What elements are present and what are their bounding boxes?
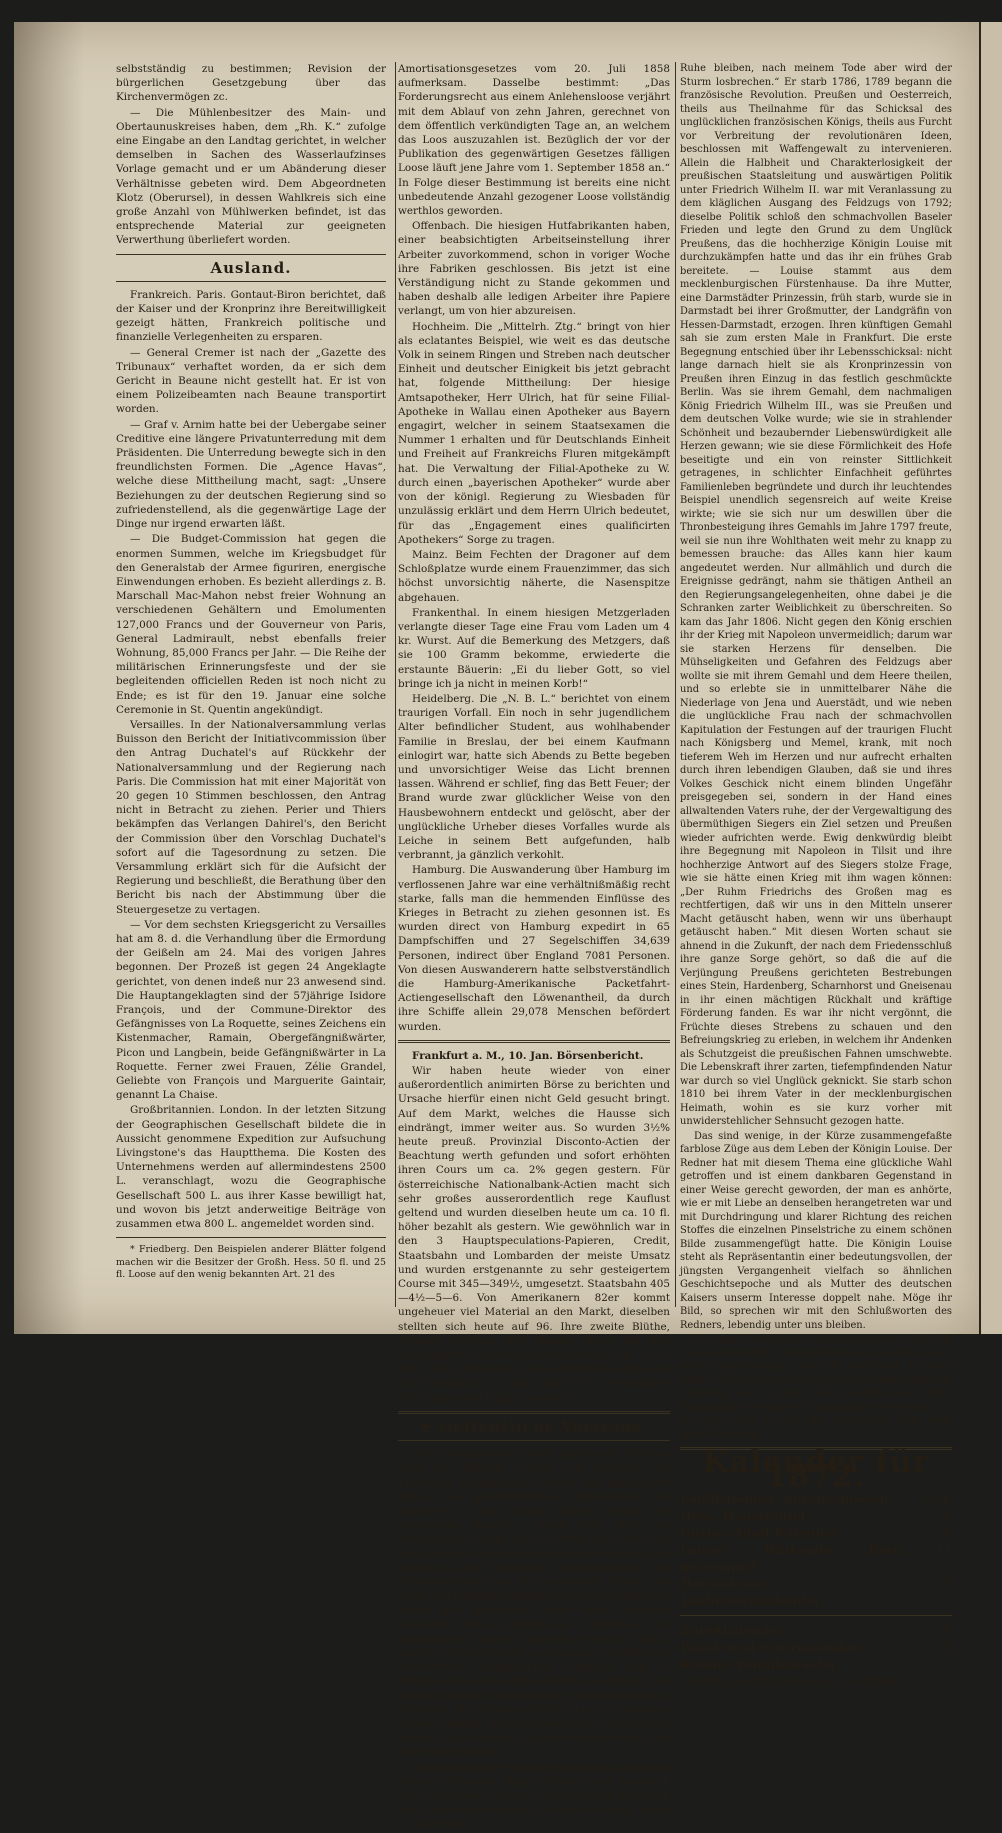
calendar-ad-item bbox=[680, 1656, 952, 1673]
section-heading: Ausland. bbox=[210, 258, 292, 277]
column-1 bbox=[116, 62, 386, 1283]
page-shadow bbox=[14, 22, 84, 1334]
divider bbox=[398, 1440, 670, 1441]
adjacent-page-strip bbox=[979, 22, 1002, 1334]
paragraph: Ruhe bleiben, nach meinem Tode aber wird der Sturm losbrechen.“ Er starb 1786, 1789 begann die französische Revolution. Preußen und Oesterreich, theils aus Theilnahme für das Schicksal des unglücklichen französischen Königs, theils aus Furcht vor Verbreitung der revolutionären Ideen, beschlossen mit Waffengewalt zu intervenieren. Allein die Halbheit und Charakterlosigkeit der preußischen Staatsleitung und auswärtigen Politik unter Friedrich Wilhelm II. war mit Veranlassung zu dem kläglichen Ausgang des Feldzugs von 1792; dieselbe Politik schloß den schmachvollen Baseler Frieden und legte den Grund zu dem Unglück Preußens, das die hochherzige Königin Louise mit durchzukämpfen hatte und das ihr ein frühes Grab bereitete. — Louise stammt aus dem mecklenburgischen Fürstenhause. Da ihre Mutter, eine Darmstädter Prinzessin, früh starb, wurde sie in Darmstadt bei ihrer Großmutter, der Landgräfin von Hessen-Darmstadt, erzogen. Ihren künftigen Gemahl sah sie zum ersten Male in Frankfurt. Die erste Begegnung entschied über ihr Lebensschicksal: nicht lange darnach hielt sie als Kronprinzessin von Preußen ihren Einzug in das festlich geschmückte Berlin. Was sie ihrem Gemahl, dem nachmaligen König Friedrich Wilhelm III., was sie Preußen und dem deutschen Volke wurde; wie sie in strahlender Schönheit und bezaubernder Liebenswürdigkeit alle Herzen gewann; wie sie diese Förmlichkeit des Hofe beseitigte und ein von reinster Sittlichkeit getragenes, in schlichter Einfachheit geführtes Familienleben begründete und durch ihr leuchtendes Beispiel unendlich segensreich auf weite Kreise wirkte; wie sie sich nur um deswillen über die Thronbesteigung ihres Gemahls im Jahre 1797 freute, weil sie nun ihre Wohlthaten weit mehr zu knapp zu bemessen brauche: das Alles kann hier kaum angedeutet werden. Nur allmählich und durch die Ereignisse gedrängt, nahm sie thätigen Antheil an den Regierungsangelegenheiten, ohne dabei je die Schranken zarter Weiblichkeit zu überschreiten. So kam das Jahr 1806. Nicht gegen den König erschien ihr der Krieg mit Napoleon unvermeidlich; darum war sie starken Herzens für denselben. Die Mühseligkeiten und Gefahren des Feldzugs aber wollte sie mit ihrem Gemahl und dem Heere theilen, und so erlebte sie in unmittelbarer Nähe die Niederlage von Jena und Auerstädt, und wie neben die unglückliche Frau nach der schmachvollen Kapitulation der Festungen auf der traurigen Flucht nach Königsberg und Memel, krank, mit noch tieferem Weh im Herzen und nur aufrecht erhalten durch ihren lebendigen Glauben, daß sie und ihres Volkes Geschick nicht einem blinden Ungefähr preisgegeben sei, sondern in der Hand eines allwaltenden Vaters ruhe, der der Vergewaltigung des übermüthigen Siegers ein Ziel setzen und Preußen wieder aufrichten werde. Ewig denkwürdig bleibt ihre Begegnung mit Napoleon in Tilsit und ihre hochherzige Antwort auf des Siegers stolze Frage, wie sie hätte einen Krieg mit ihm wagen können: „Der Ruhm Friedrichs des Großen mag es rechtfertigen, daß wir uns in den Mitteln unserer Macht getäuscht haben, wenn wir uns überhaupt getäuscht haben.“ Mit diesen Worten schaut sie ahnend in die Zukunft, der nach dem Friedensschluß ihre ganze Sorge gehört, so daß die auf die Verjüngung Preußens gerichteten Bestrebungen eines Stein, Hardenberg, Scharnhorst und Gneisenau in ihr einen mächtigen Rückhalt und kräftige Förderung fanden. Es war ihr nicht vergönnt, die Früchte dieses Strebens zu schauen und den Befreiungskrieg zu erleben, in welchem ihr Andenken als Schutzgeist die preußischen Fahnen umschwebte. Die Lebenskraft ihrer zarten, tiefempfindenden Natur war durch so viel Unglück geknickt. Sie starb schon 1810 bei ihrem Vater in der mecklenburgischen Heimath, wohin es sie kurz vorher mit unwiderstehlicher Sehnsucht gezogen hatte. bbox=[680, 63, 952, 1127]
lectures-title: Oeffentliche Vorträge. bbox=[439, 1417, 649, 1436]
paragraph: Heidelberg. Die „N. B. L.“ berichtet von einem traurigen Vorfall. Ein noch in sehr jugendlichem Alter befindlicher Student, aus wohlhabender Familie in Breslau, der bei einem Kaufmann einlogirt war, hatte sich Abends zu Bette begeben und unvorsichtiger Weise das Licht brennen lassen. Während er schlief, fing das Bett Feuer; der Brand wurde zwar glücklicher Weise von den Hausbewohnern entdeckt und gelöscht, aber der unglückliche Urheber dieses Vorfalles wurde als Leiche in seinem Bett aufgefunden, halb verbrannt, ja gänzlich verkohlt. bbox=[398, 692, 670, 862]
calendar-ad-title: Kalender für 1872. bbox=[702, 1445, 930, 1495]
paragraph: — Graf v. Arnim hatte bei der Uebergabe seiner Creditive eine längere Privatunterredung mit dem Präsidenten. Die Unterredung bewegte sich in den freundlichsten Formen. Die „Agence Havas“, welche diese Mittheilung macht, sagt: „Unsere Beziehungen zu der deutschen Regierung sind so zufriedenstellend, als die gegenwärtige Lage der Dinge nur irgend erwarten läßt. bbox=[116, 418, 386, 531]
calendar-ad-item-name: Kleiner Wandkalender bbox=[680, 1657, 838, 1673]
calendar-ad-item bbox=[680, 1524, 952, 1541]
column-2 bbox=[398, 62, 670, 1833]
calendar-ad-item-name: Gustav-Adolf-Kalender bbox=[680, 1525, 839, 1541]
calendar-ad-item bbox=[680, 1639, 952, 1656]
calendar-ad-list bbox=[680, 1622, 952, 1673]
calendar-ad-item bbox=[680, 1622, 952, 1639]
paragraph: — General Cremer ist nach der „Gazette des Tribunaux“ verhaftet worden, da er sich dem Gericht in Beaune nicht gestellt hat. Er ist von einem Polizeibeamten nach Beaune transportirt worden. bbox=[116, 346, 386, 416]
calendar-ad-footer: Vorräthig bei Bindernagel & Schimpff. bbox=[680, 1674, 905, 1689]
paragraph: Hamburg. Die Auswanderung über Hamburg im verflossenen Jahre war eine verhältnißmäßig recht starke, falls man die hemmenden Einflüsse des Krieges in Betracht zu ziehen gesonnen ist. Es wurden direct von Hamburg expedirt in 65 Dampfschiffen und 27 Segelschiffen 34,639 Personen, indirect über England 7081 Personen. Von diesen Auswanderern hatte selbstverständlich die Hamburg-Amerikanische Packetfahrt-Actiengesellschaft den Löwenantheil, da durch ihre Schiffe allein 29,078 Menschen befördert wurden. bbox=[398, 864, 670, 1033]
paragraph: selbstständig zu bestimmen; Revision der bürgerlichen Gesetzgebung über das Kirchenvermögen zc. bbox=[116, 63, 386, 104]
calendar-ad-item bbox=[680, 1490, 952, 1507]
calendar-ad-item-name: Lahrer Hinkende Bote, gestempelt bbox=[680, 1542, 906, 1575]
lectures-heading: ✢ Oeffentliche Vorträge. bbox=[419, 1417, 649, 1436]
market-report-text: Wir haben heute wieder von einer außerordentlich animirten Börse zu berichten und Ursache hierfür einen nicht Geld gesucht bringt. Auf dem Markt, welches die Hausse sich eindrängt, immer weiter aus. So wurden 3½% heute preuß. Provinzial Disconto-Actien der Beachtung werth gefunden und sofort erhöhten ihren Cours um ca. 2% gegen gestern. Für österreichische Nationalbank-Actien macht sich sehr großes ausserordentlich rege Kauflust geltend und wurden dieselben heute um ca. 10 fl. höher bezahlt als gestern. Wie gewöhnlich war in den 3 Hauptspeculations-Papieren, Credit, Staatsbahn und Lombarden der meiste Umsatz und wurden erstgenannte zu sehr gesteigertem Course mit 345—349½, umgesetzt. Staatsbahn 405—4½—5—6. Von Amerikanern 82er kommt ungeheuer viel Material an den Markt, dieselben stellten sich heute auf 96. Ihre zweite Blüthe, größere Kauflust und fanden heute die neu eingeführten Nordwestbahn-Prioritäten Lit. B. zu 85½, willig Abnehmer. Diese Prioritäten sind auch im Verhältniß zu den alten Pfr. Prioritäten-Gattungen noch billig zu nennen. bbox=[398, 1065, 670, 1404]
paragraph: Amortisationsgesetzes vom 20. Juli 1858 aufmerksam. Dasselbe bestimmt: „Das Forderungsrecht aus einem Anlehensloose verjährt mit dem Ablauf von zehn Jahren, gerechnet von dem öffentlich verkündigten Tage an, an welchem das Loos auszuzahlen ist. Bezüglich der vor der Publikation des gegenwärtigen Gesetzes fälligen Loose läuft jene Jahre vom 1. September 1858 an.“ In Folge dieser Bestimmung ist bereits eine nicht unbedeutende Anzahl gezogener Loose vollständig werthlos geworden. bbox=[398, 63, 670, 218]
calendar-ad-item-price: 9 bbox=[944, 1576, 952, 1592]
calendar-ad-item-price: 8 bbox=[944, 1525, 952, 1541]
calendar-ad-item-price: 6 kr. bbox=[923, 1491, 952, 1507]
divider bbox=[116, 1237, 386, 1238]
calendar-ad-item bbox=[680, 1575, 952, 1609]
paragraph: Großbritannien. London. In der letzten Sitzung der Geographischen Gesellschaft bildete die in Aussicht genommene Expedition zur Aufsuchung Livingstone's das Hauptthema. Die Kosten des Unternehmens werden auf allermindestens 2500 L. veranschlagt, wozu die Geographische Gesellschaft 500 L. aus ihrer Kasse bewilligt hat, und wovon bis jetzt anderweitige Beiträge von zusammen etwa 800 L. angemeldet worden sind. bbox=[116, 1104, 386, 1231]
paragraph: Das sind wenige, in der Kürze zusammengefaßte farblose Züge aus dem Leben der Königin Louise. Der Redner hat mit diesem Thema eine glückliche Wahl getroffen und ist einem dankbaren Gegenstand in einer Weise gerecht geworden, der man es anhörte, wie er mit Liebe an denselben herangetreten war und mit Durchdringung und klarer Richtung des reichen Stoffes die einzelnen Pinselstriche zu einem schönen Bilde zusammengefügt hatte. Die Königin Louise steht als Repräsentantin einer bedeutungsvollen, der jüngsten Vergangenheit vielfach so ähnlichen Geschichtsepoche und als Mutter des deutschen Kaisers unserm Interesse doppelt nahe. Möge ihr Bild, so sprechen wir mit den Schlußworten des Redners, lebendig unter uns bleiben. bbox=[680, 1130, 952, 1331]
paragraph: Frankenthal. In einem hiesigen Metzgerladen verlangte dieser Tage eine Frau vom Laden um 4 kr. Wurst. Auf die Bemerkung des Metzgers, daß sie 100 Gramm bekomme, erwiederte die erstaunte Bäuerin: „Ei du lieber Gott, so viel bringe ich ja nicht in meinen Korb!“ bbox=[398, 606, 670, 690]
calendar-ad-item-name: Hess. Hausfreund bbox=[680, 1508, 806, 1524]
newspaper-page bbox=[14, 22, 979, 1831]
calendar-ad-item bbox=[680, 1507, 952, 1524]
divider bbox=[398, 1411, 670, 1414]
column-rule bbox=[395, 62, 396, 1307]
calendar-ad-item bbox=[680, 1541, 952, 1575]
calendar-ad-item-name: Adreßkalender bbox=[680, 1623, 785, 1639]
divider bbox=[116, 254, 386, 255]
paragraph: Herr Seminarlehrer Marx sprach am Dienstag über die Königin Louise von Preußen. Als Einleitung zeichnete der Redner mit geschickter Hand den geschichtlichen Hintergrund, auf welchem er das Leben seiner Heldin zur Darstellung brachte. Durch den Adel des französischen Hofes unter Ludwig XIV. waren mit französischer Mode und französischer Sprache und Literatur auch französische Leichtfertigkeit und Sittenverderbniß an den deutschen Höfen und unter den höheren Ständen bis in die bürgerlichen Kreise des deutschen Volkes herab heimisch geworden. Erst mit Beginn der 2. Hälfte des 18. Jahrhunderts fing der deutsche Geist mit Macht an, sich auf sich selbst zu besinnen, von dem ihn zersetzenden französischen Einflusse sich zu befreien und seine eigenen Bahnen zu gehen. Eine zweite Blüthezeit der deutschen Literatur trat ein, Friedrich der Große schickt sich mit scharfem Schwert wieder deutsche Geschichte und Preußen begann, da zu werden, was wir es heute sehen, der erste Staat Europa's. bbox=[398, 1448, 670, 1759]
paragraph: — Vor dem sechsten Kriegsgericht zu Versailles hat am 8. d. die Verhandlung über die Ermordung der Geißeln am 24. Mai des vorigen Jahres begonnen. Der Prozeß ist gegen 24 Angeklagte gerichtet, von denen indeß nur 23 anwesend sind. Die Hauptangeklagten sind der 57jährige Isidore François, und der Commune-Direktor des Gefängnisses von La Roquette, seines Zeichens ein Kistenmacher, Ramain, Obergefängnißwärter, Picon und Langbein, beide Gefängnißwärter in La Roquette. Ferner zwei Frauen, Zélie Grandel, Geliebte von François und Marguerite Gaintair, genannt La Chaise. bbox=[116, 918, 386, 1102]
column-3 bbox=[680, 62, 952, 1689]
paragraph: Mainz. Beim Fechten der Dragoner auf dem Schloßplatze wurde einem Frauenzimmer, das sich höchst unvorsichtig näherte, die Nasenspitze abgehauen. bbox=[398, 548, 670, 604]
paragraph: Offenbach. Die hiesigen Hutfabrikanten haben, einer beabsichtigten Arbeitseinstellung ihrer Arbeiter zuvorkommend, schon in voriger Woche ihre Fabriken geschlossen. Bis jetzt ist eine Verständigung nicht zu Stande gekommen und haben deshalb alle ledigen Arbeiter ihre Papiere verlangt, um von hier abzureisen. bbox=[398, 220, 670, 318]
paragraph: Versailles. In der Nationalversammlung verlas Buisson den Bericht der Initiativcommission über den Antrag Duchatel's auf Rückkehr der Nationalversammlung und der Regierung nach Paris. Die Commission hat mit einer Majorität von 20 gegen 10 Stimmen beschlossen, den Antrag nicht in Betracht zu ziehen. Perier und Thiers bekämpfen das Verlangen Dahirel's, den Bericht der Commission über den Vorschlag Duchatel's sofort auf die Tagesordnung zu setzen. Die Versammlung erklärt sich für die Aufsicht der Regierung und beschließt, die Berathung über den Bericht bis nach der Abstimmung über die Steuergesetze zu vertagen. bbox=[116, 718, 386, 916]
divider bbox=[680, 1615, 952, 1616]
paragraph: Mittlerweile aber sammelten sich am westlichen Horizont Europa's dunkle Wolken, den Ausbruch eines schweren Gewitters verkündigend. Friedrich der Große sah es voraus. „So lange ich lebe“, sagte er, „wird wohl bbox=[398, 1761, 670, 1831]
calendar-ad-item-price: 8 bbox=[944, 1640, 952, 1656]
paragraph: Hochheim. Die „Mittelrh. Ztg.“ bringt von hier als eclatantes Beispiel, wie weit es das deutsche Volk in seinem Ringen und Streben nach deutscher Einheit und deutscher Einigkeit bis jetzt gebracht hat, folgende Mittheilung: Der hiesige Amtsapotheker, Herr Ulrich, hat für seine Filial-Apotheke in Wallau einen Apotheker aus Bayern engagirt, welcher in seinem Staatsexamen die Nummer 1 erhalten und für Deutschlands Einheit und Freiheit auf Frankreichs Fluren mitgekämpft hat. Die Verwaltung der Filial-Apotheke zu W. durch einen „bayerischen Apotheker“ wurde aber von der königl. Regierung zu Wiesbaden für unzulässig erklärt und dem Herrn Ulrich bedeutet, für das „Engagement eines qualificirten Apothekers“ Sorge zu tragen. bbox=[398, 320, 670, 546]
column-rule bbox=[675, 62, 676, 1307]
paragraph: — Die Mühlenbesitzer des Main- und Obertaunuskreises haben, dem „Rh. K.“ zufolge eine Eingabe an den Landtag gerichtet, in welcher demselben in Sachen des Wasserlaufzinses Vorlage gemacht und er um Abänderung dieser Verhältnisse gebeten wird. Dem Abgeordneten Klotz (Oberursel), in dessen Wahlkreis sich eine große Anzahl von Mühlwerken befindet, ist das entsprechende Material zur geeigneten Verwerthung überliefert worden. bbox=[116, 106, 386, 247]
calendar-ad-item-price: 8 bbox=[944, 1508, 952, 1524]
footnote: * Friedberg. Den Beispielen anderer Blätter folgend machen wir die Besitzer der Großh. Hess. 50 fl. und 25 fl. Loose auf den wenig bekannten Art. 21 des bbox=[116, 1244, 386, 1281]
paragraph: — Die Budget-Commission hat gegen die enormen Summen, welche im Kriegsbudget für den Generalstab der Armee figuriren, energische Einwendungen erhoben. Es bezieht allerdings z. B. Marschall Mac-Mahon nebst freier Wohnung an verschiedenen Gehältern und Emolumenten 127,000 Francs und der Gouverneur von Paris, General Ladmirault, nebst ebenfalls freier Wohnung, 85,000 Francs per Jahr. — Die Reihe der militärischen Erinnerungsfeste und der sie begleitenden officiellen Reden ist noch nicht zu Ende; es ist für den 19. Januar eine solche Ceremonie in St. Quentin angekündigt. bbox=[116, 533, 386, 716]
paragraph: So lange Deutschland Frauen besitzen wird, wie sie von einfachem, reinem Sinne und von Herz eines edlen Familienlebens, wie sie erglühend für alles Gute und Schöne und voll Liebe für Mitmenschen und Vaterland, und in dem All in geleitet von tiefer Religiosität und wahrer Frömmigkeit des Herzens, — so lange wird es mit dem deutschen Volke wohl bestellt bleiben. bbox=[680, 1334, 952, 1440]
divider bbox=[398, 1040, 670, 1043]
market-report-title: Frankfurt a. M., 10. Jan. Börsenbericht. bbox=[412, 1049, 644, 1062]
calendar-ad-list bbox=[680, 1490, 952, 1609]
calendar-ad-item-name: Herriedener Laubfroschkalender bbox=[680, 1576, 821, 1609]
calendar-ad-item-price: 6 bbox=[944, 1623, 952, 1639]
divider bbox=[116, 281, 386, 282]
calendar-ad-item-name: Wand- und Notizkalender bbox=[680, 1640, 859, 1656]
calendar-ad-item-price: 2 bbox=[944, 1657, 952, 1673]
calendar-ad-item-price: 11 bbox=[936, 1542, 952, 1558]
calendar-ad-item-name: Landkalender, durchschossen bbox=[680, 1491, 889, 1507]
paragraph: Frankreich. Paris. Gontaut-Biron berichtet, daß der Kaiser und der Kronprinz ihre Bereitwilligkeit gezeigt hätten, Frankreich politische und finanzielle Verlegenheiten zu ersparen. bbox=[116, 288, 386, 344]
